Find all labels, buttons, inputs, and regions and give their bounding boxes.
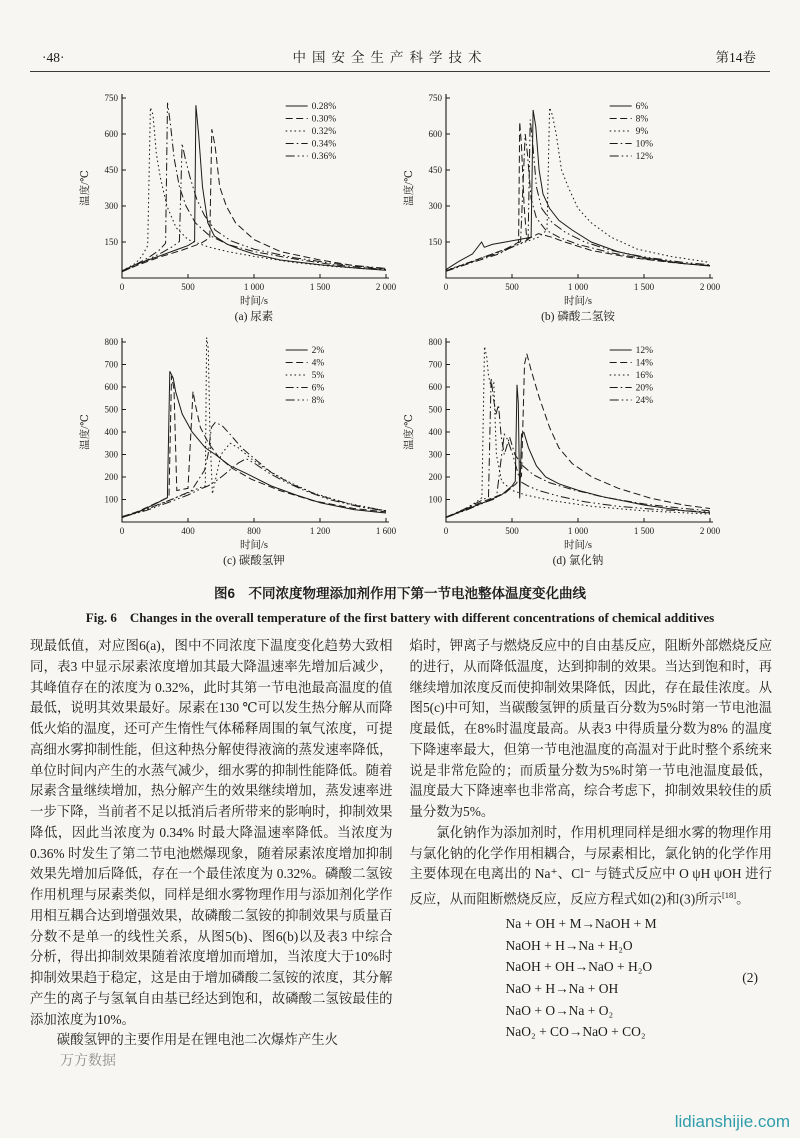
equation-line: NaOH + H→Na + H₂O — [505, 937, 633, 953]
svg-text:6%: 6% — [311, 383, 325, 394]
svg-text:100: 100 — [104, 494, 118, 505]
svg-text:200: 200 — [104, 472, 118, 482]
volume-label: 第14卷 — [715, 50, 756, 65]
svg-text:600: 600 — [428, 382, 442, 392]
svg-text:0: 0 — [443, 526, 449, 536]
svg-text:温度/℃: 温度/℃ — [404, 414, 415, 450]
reference-18: [18] — [721, 890, 737, 900]
svg-text:700: 700 — [428, 359, 442, 370]
right-column — [410, 636, 773, 1073]
svg-text:450: 450 — [104, 165, 118, 175]
svg-text:500: 500 — [181, 282, 195, 292]
svg-text:700: 700 — [104, 359, 118, 370]
svg-text:时间/s: 时间/s — [239, 296, 269, 307]
svg-text:1 500: 1 500 — [309, 282, 331, 292]
svg-text:500: 500 — [505, 282, 519, 292]
svg-text:(d) 氯化钠: (d) 氯化钠 — [552, 555, 604, 567]
paragraph-nacl-analysis — [410, 823, 773, 910]
site-watermark: lidianshijie.com — [674, 1112, 790, 1131]
svg-text:20%: 20% — [635, 383, 654, 394]
svg-text:0.36%: 0.36% — [311, 152, 337, 163]
svg-text:800: 800 — [104, 337, 118, 347]
svg-text:10%: 10% — [635, 139, 654, 150]
svg-text:500: 500 — [428, 404, 442, 415]
svg-text:1 600: 1 600 — [375, 526, 397, 536]
wanfang-watermark: 万方数据 — [60, 1054, 116, 1069]
svg-text:(b) 磷酸二氢铵: (b) 磷酸二氢铵 — [541, 311, 615, 323]
svg-text:200: 200 — [428, 472, 442, 482]
svg-text:0.28%: 0.28% — [311, 102, 337, 113]
svg-text:1 200: 1 200 — [309, 526, 331, 536]
svg-text:750: 750 — [104, 93, 118, 103]
svg-text:750: 750 — [428, 93, 442, 103]
svg-text:2 000: 2 000 — [699, 282, 721, 292]
svg-text:0: 0 — [119, 282, 125, 292]
nacl-text: 氯化钠作为添加剂时，作用机理同样是细水雾的物理作用与氯化钠的化学作用相耦合，与尿素相比，氯化钠的化学作用主要体现在电离出的 Na⁺、Cl⁻ 与链式反应中 O ψH ψOH 进行反应，从而阻断燃烧反应，反应方程式如(2)和(3)所示 — [409, 824, 772, 907]
page-number: ·48· — [42, 50, 65, 65]
header-rule — [30, 71, 770, 72]
svg-text:0.34%: 0.34% — [311, 139, 337, 150]
svg-text:0.30%: 0.30% — [311, 114, 337, 125]
svg-text:300: 300 — [104, 201, 118, 211]
svg-text:8%: 8% — [311, 396, 325, 407]
svg-text:5%: 5% — [311, 371, 325, 382]
svg-text:6%: 6% — [635, 102, 649, 113]
equation-number: (2) — [742, 969, 758, 985]
body-columns — [0, 626, 800, 1073]
chart-c-svg — [76, 332, 400, 576]
svg-text:400: 400 — [104, 427, 118, 437]
svg-text:时间/s: 时间/s — [563, 296, 593, 307]
chart-a-svg — [76, 88, 400, 332]
svg-text:500: 500 — [104, 404, 118, 415]
svg-text:400: 400 — [181, 526, 195, 536]
nacl-text-end: 。 — [736, 891, 750, 907]
equation-group-2 — [410, 913, 773, 1043]
figure-caption-en: Fig. 6 Changes in the overall temperature of the first battery with different concentrations of chemical additives — [85, 610, 715, 625]
equation-line: NaO + O→Na + O₂ — [505, 1002, 614, 1018]
journal-title: 中国安全生产科学技术 — [292, 50, 488, 65]
svg-text:2 000: 2 000 — [375, 282, 397, 292]
svg-text:800: 800 — [247, 526, 261, 536]
svg-text:时间/s: 时间/s — [239, 540, 269, 551]
equation-line: Na + OH + M→NaOH + M — [505, 916, 657, 932]
paragraph-khco3-start: 碳酸氢钾的主要作用是在锂电池二次爆炸产生火 — [56, 1032, 338, 1048]
svg-text:14%: 14% — [635, 358, 654, 369]
paragraph-khco3-analysis: 焰时，钾离子与燃烧反应中的自由基反应，阻断外部燃烧反应的进行，从而降低温度，达到抑制的效果。当达到饱和时，再继续增加浓度反而使抑制效果降低，因此，存在最佳浓度。从图5(c)中可知，当碳酸氢钾的质量百分数为5%时第一节电池温度最低，在8%时温度最高。从表3 中得质量分数为8% 的温度下降速率最大，但第一节电池温度的高温对于此时整个系统来说是非常危险的；而质量分数为5%时第一节电池温度最低，温度最大下降速率也非常高，综合考虑下，抑制效果较佳的质量分数为5%。 — [409, 638, 772, 819]
equation-line: NaO + H→Na + OH — [505, 981, 619, 996]
svg-text:4%: 4% — [311, 358, 325, 369]
svg-text:9%: 9% — [635, 127, 649, 138]
svg-text:(a) 尿素: (a) 尿素 — [234, 311, 274, 323]
svg-text:100: 100 — [428, 494, 442, 505]
left-column — [30, 636, 393, 1073]
paragraph-urea-analysis: 现最低值，对应图6(a)，图中不同浓度下温度变化趋势大致相同，表3 中显示尿素浓度增加其最大降温速率先增加后减少，其峰值存在的浓度为 0.32%，此时其第一节电池最高温度的值最低，说明其效果最好。尿素在130 ℃可以发生热分解从而降低火焰的温度，还可产生惰性气体稀释周围的氧气浓度，可提高细水雾抑制性能，但这种热分解使得液滴的蒸发速率降低，单位时间内产生的水蒸气减少，细水雾的抑制性能降低。随着尿素含量继续增加，热分解产生的效果继续增加，蒸发速率进一步下降，当前者不足以抵消后者所带来的影响时，抑制效果降低，因此当浓度为 0.34% 时最大降温速率降低。当浓度为 0.36% 时发生了第二节电池燃爆现象，随着尿素浓度增加抑制效果先增加后降低，存在一个最佳浓度为 0.32%。磷酸二氢铵作用机理与尿素类似，同样是细水雾物理作用与添加剂化学作用相互耦合达到增强效果，故磷酸二氢铵的抑制效果与质量百分数不是单一的线性关系，从图5(b)、图6(b)以及表3 中综合分析，得出抑制效果随着浓度增加而增加，当浓度大于10%时抑制效果趋于稳定，这是由于增加磷酸二氢铵的浓度，其分解产生的离子与氢氧自由基已经达到饱和，故磷酸二氢铵最佳的添加浓度为10%。 — [30, 638, 393, 1027]
svg-text:1 500: 1 500 — [633, 282, 655, 292]
svg-text:0: 0 — [443, 282, 449, 292]
svg-text:0: 0 — [119, 526, 125, 536]
svg-text:300: 300 — [428, 449, 442, 460]
svg-text:1 000: 1 000 — [243, 282, 265, 292]
svg-text:800: 800 — [428, 337, 442, 347]
chart-b-svg — [400, 88, 724, 332]
svg-text:12%: 12% — [635, 346, 654, 357]
chart-a-urea — [76, 88, 400, 332]
svg-text:450: 450 — [428, 165, 442, 175]
figure-caption-zh: 图6 不同浓度物理添加剂作用下第一节电池整体温度变化曲线 — [213, 586, 586, 601]
svg-text:600: 600 — [104, 382, 118, 392]
svg-text:24%: 24% — [635, 396, 654, 407]
svg-text:500: 500 — [505, 526, 519, 536]
svg-text:温度/℃: 温度/℃ — [80, 414, 91, 450]
svg-text:温度/℃: 温度/℃ — [80, 170, 91, 206]
svg-text:400: 400 — [428, 427, 442, 437]
svg-text:时间/s: 时间/s — [563, 540, 593, 551]
svg-text:12%: 12% — [635, 152, 654, 163]
svg-text:0.32%: 0.32% — [311, 127, 337, 138]
svg-text:8%: 8% — [635, 114, 649, 125]
svg-text:16%: 16% — [635, 371, 654, 382]
svg-text:150: 150 — [104, 237, 118, 247]
svg-text:1 000: 1 000 — [567, 526, 589, 536]
chart-d-sodium-chloride — [400, 332, 724, 576]
page-header — [0, 0, 800, 71]
svg-text:2 000: 2 000 — [699, 526, 721, 536]
svg-text:1 500: 1 500 — [633, 526, 655, 536]
chart-c-potassium-bicarbonate — [76, 332, 400, 576]
svg-text:1 000: 1 000 — [567, 282, 589, 292]
svg-text:温度/℃: 温度/℃ — [404, 170, 415, 206]
svg-text:300: 300 — [104, 449, 118, 460]
equation-lines — [506, 913, 657, 1043]
chart-d-svg — [400, 332, 724, 576]
svg-text:600: 600 — [428, 129, 442, 139]
svg-text:300: 300 — [428, 201, 442, 211]
figure-6-charts — [76, 88, 724, 576]
equation-line: NaO₂ + CO→NaO + CO₂ — [505, 1024, 646, 1040]
svg-text:600: 600 — [104, 129, 118, 139]
svg-text:(c) 碳酸氢钾: (c) 碳酸氢钾 — [223, 555, 285, 567]
chart-b-ammonium-dihydrogen-phosphate — [400, 88, 724, 332]
svg-text:150: 150 — [428, 237, 442, 247]
equation-line: NaOH + OH→NaO + H₂O — [505, 959, 653, 975]
svg-text:2%: 2% — [311, 346, 325, 357]
